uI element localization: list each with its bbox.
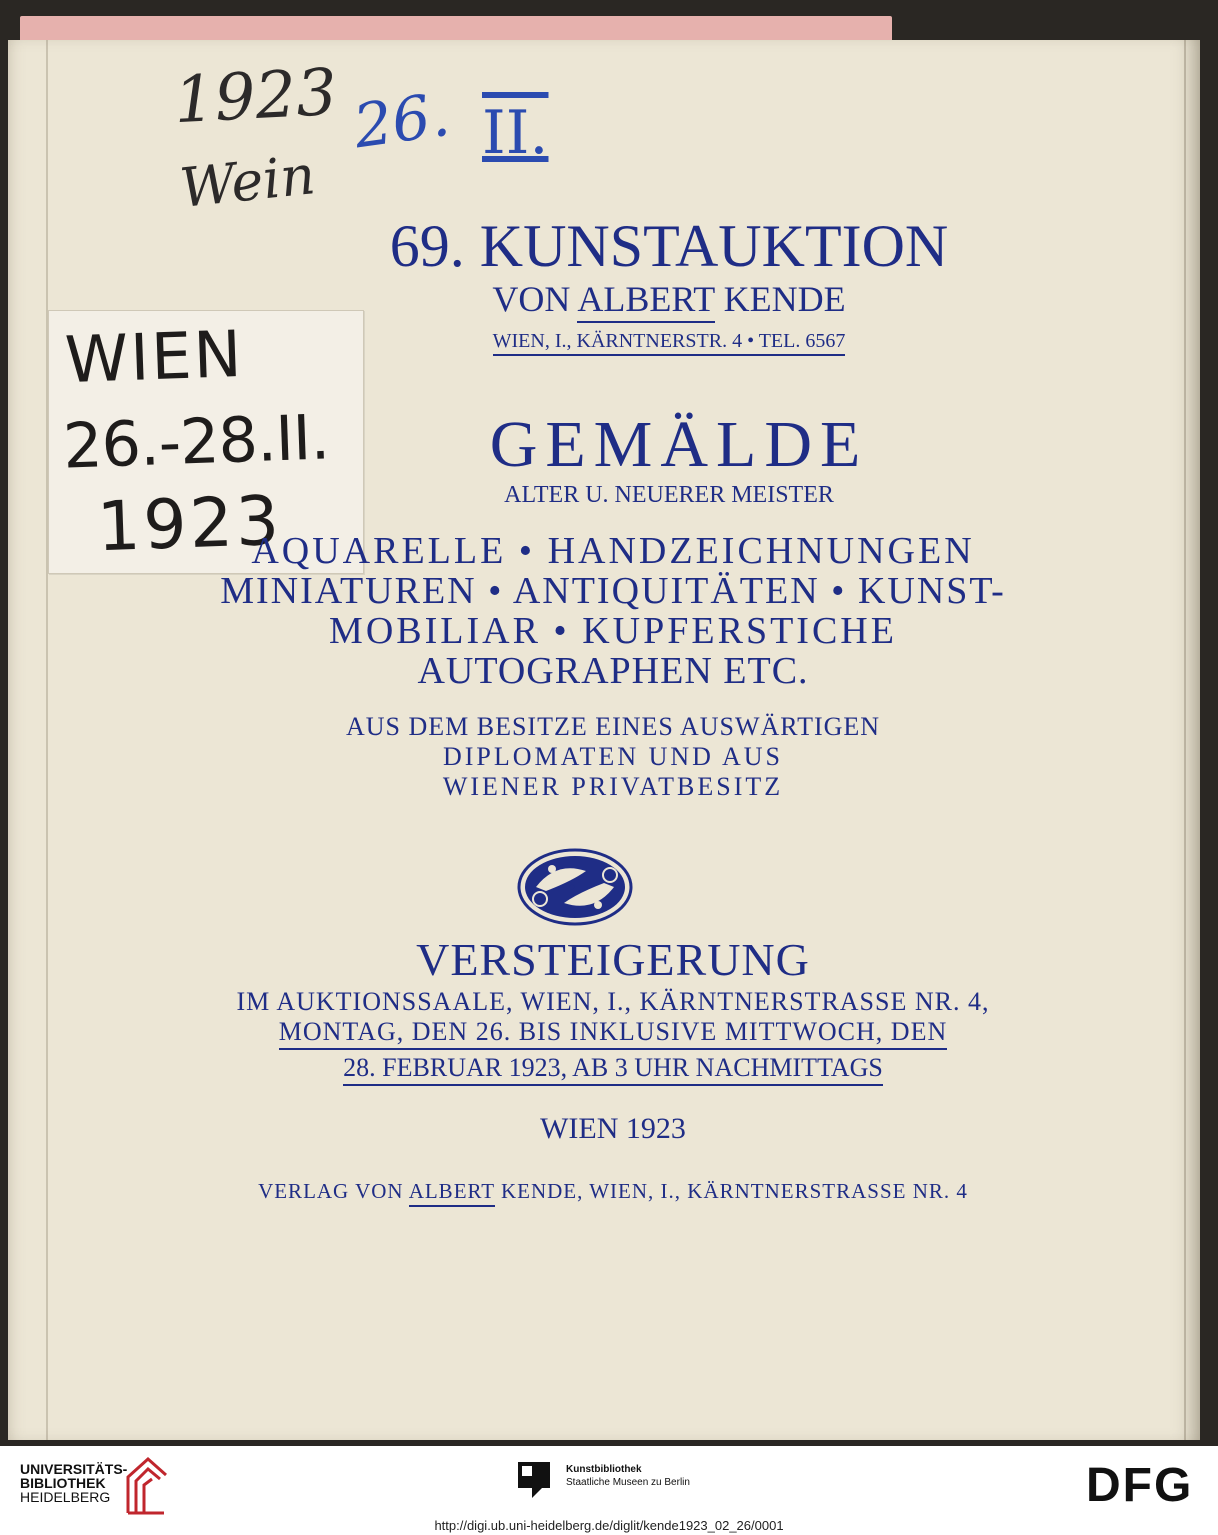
auctioneer-first-name: ALBERT	[577, 279, 714, 323]
ub-heidelberg-mark-icon	[124, 1455, 170, 1517]
handwritten-date-month: II.	[482, 98, 549, 168]
ub-heidelberg-logo[interactable]	[20, 1462, 127, 1504]
label-city: WIEN	[63, 317, 245, 399]
provenance-line-3: WIENER PRIVATBESITZ	[442, 772, 784, 801]
sale-dates-text: MONTAG, DEN 26. BIS INKLUSIVE MITTWOCH, DEN	[279, 1017, 947, 1050]
publisher-line	[8, 1178, 1200, 1204]
handwritten-date-day: 26.	[349, 79, 454, 163]
subject-subheading: ALTER U. NEUERER MEISTER	[504, 482, 834, 508]
catalogue-cover-page	[8, 40, 1200, 1440]
publisher-suffix: KENDE, WIEN, I., KÄRNTNERSTRASSE NR. 4	[494, 1179, 968, 1203]
address-text: WIEN, I., KÄRNTNERSTR. 4 • TEL. 6567	[493, 330, 846, 356]
sale-venue-line: IM AUKTIONSSAALE, WIEN, I., KÄRNTNERSTRASSE NR. 4,	[236, 987, 990, 1016]
kb-logo-line-2: Staatliche Museen zu Berlin	[566, 1477, 690, 1488]
ub-logo-line-2: BIBLIOTHEK	[20, 1475, 106, 1491]
auction-title: 69. KUNSTAUKTION	[389, 213, 949, 279]
label-date-range: 26.-28.II.	[61, 400, 331, 483]
fish-ornament-vignette	[516, 847, 634, 927]
auctioneer-surname: KENDE	[714, 279, 846, 319]
kunstbibliothek-logo-text[interactable]	[566, 1463, 690, 1489]
sale-time-line	[8, 1052, 1200, 1084]
subject-heading: GEMÄLDE	[489, 408, 869, 481]
provenance-line-1: AUS DEM BESITZE EINES AUSWÄRTIGEN	[345, 712, 881, 741]
subject-item-4: AUTOGRAPHEN ETC.	[417, 650, 809, 692]
label-year: 1923	[95, 481, 284, 568]
sale-time-text: 28. FEBRUAR 1923, AB 3 UHR NACHMITTAGS	[343, 1053, 883, 1086]
kb-logo-line-1: Kunstbibliothek	[566, 1464, 642, 1475]
ub-logo-line-1: UNIVERSITÄTS-	[20, 1461, 128, 1477]
sale-heading: VERSTEIGERUNG	[416, 934, 810, 985]
subject-item-3: MOBILIAR • KUPFERSTICHE	[329, 610, 897, 652]
publisher-first-name: ALBERT	[409, 1179, 495, 1207]
handwritten-year: 1923	[172, 55, 339, 139]
publisher-prefix: VERLAG VON	[258, 1179, 409, 1203]
provenance-line-2: DIPLOMATEN UND AUS	[442, 742, 783, 771]
permalink-url[interactable]: http://digi.ub.uni-heidelberg.de/diglit/kende1923_02_26/0001	[434, 1518, 784, 1533]
auctioneer-address	[8, 328, 1200, 354]
auctioneer-prefix: VON	[492, 279, 578, 319]
ub-logo-line-3: HEIDELBERG	[20, 1489, 111, 1505]
handwritten-place: Wein	[177, 143, 319, 220]
kunstbibliothek-mark-icon	[518, 1462, 550, 1498]
subject-item-2: MINIATUREN • ANTIQUITÄTEN • KUNST-	[220, 570, 1006, 612]
dfg-logo[interactable]: DFG	[1086, 1459, 1194, 1512]
auctioneer-line	[8, 278, 1200, 320]
sale-dates-line	[8, 1016, 1200, 1048]
imprint-place-year: WIEN 1923	[540, 1112, 686, 1145]
subject-item-1: AQUARELLE • HANDZEICHNUNGEN	[251, 530, 975, 572]
